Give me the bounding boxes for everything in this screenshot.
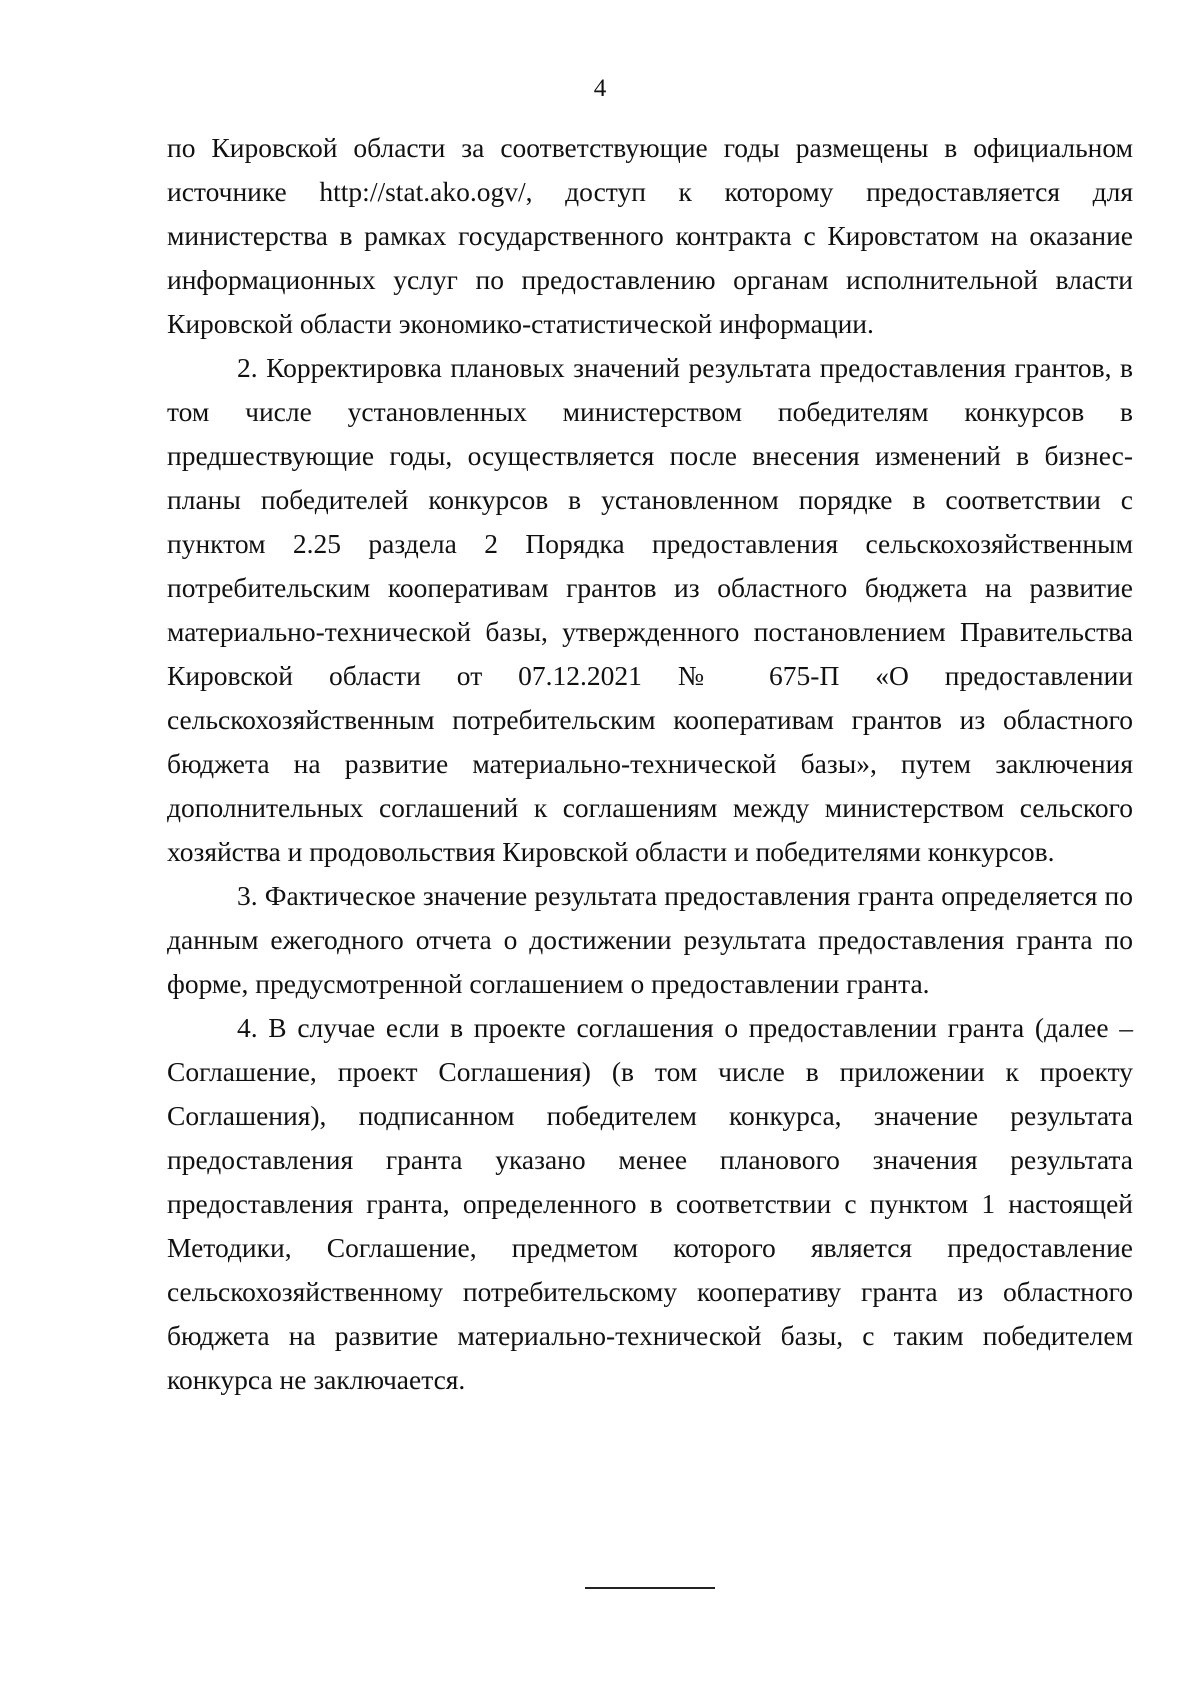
paragraph-item-2: 2. Корректировка плановых значений результата предоставления грантов, в том числе установленных министерством победителям конкурсов в предшествующие годы, осуществляется после внесения изменений в бизнес-планы победителей конкурсов в установленном порядке в соответствии с пунктом 2.25 раздела 2 Порядка предоставления сельскохозяйственным потребительским кооперативам грантов из областного бюджета на развитие материально-технической базы, утвержденного постановлением Правительства Кировской области от 07.12.2021 № 675-П «О предоставлении сельскохозяйственным потребительским кооперативам грантов из областного бюджета на развитие материально-технической базы», путем заключения дополнительных соглашений к соглашениям между министерством сельского хозяйства и продовольствия Кировской области и победителями конкурсов. [167, 352, 1133, 867]
paragraph-continuation: по Кировской области за соответствующие годы размещены в официальном источнике http://stat.ako.ogv/, доступ к которому предоставляется для министерства в рамках государственного контракта с Кировстатом на оказание информационных услуг по предоставлению органам исполнительной власти Кировской области экономико-статистической информации. [167, 132, 1133, 339]
end-of-document-rule [585, 1587, 715, 1589]
page-number: 4 [593, 75, 607, 102]
paragraph-item-3: 3. Фактическое значение результата предоставления гранта определяется по данным ежегодного отчета о достижении результата предоставления гранта по форме, предусмотренной соглашением о предоставлении гранта. [167, 880, 1133, 999]
paragraph-item-4: 4. В случае если в проекте соглашения о предоставлении гранта (далее – Соглашение, проект Соглашения) (в том числе в приложении к проекту Соглашения), подписанном победителем конкурса, значение результата предоставления гранта указано менее планового значения результата предоставления гранта, определенного в соответствии с пунктом 1 настоящей Методики, Соглашение, предметом которого является предоставление сельскохозяйственному потребительскому кооперативу гранта из областного бюджета на развитие материально-технической базы, с таким победителем конкурса не заключается. [167, 1012, 1133, 1395]
document-body [167, 126, 1133, 1402]
